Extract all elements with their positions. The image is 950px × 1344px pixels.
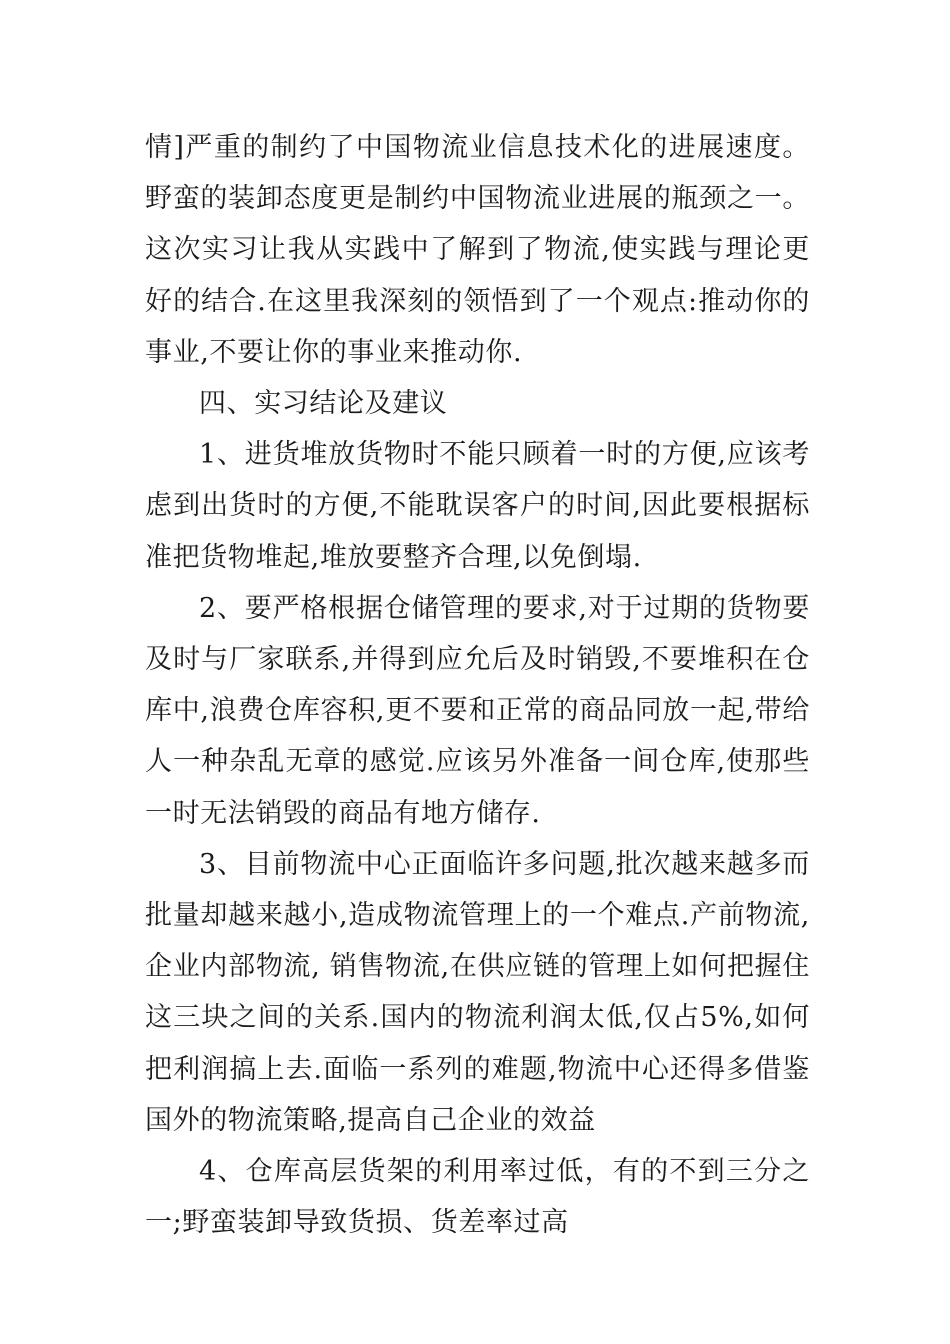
paragraph-item-2: 2、要严格根据仓储管理的要求,对于过期的货物要及时与厂家联系,并得到应允后及时销毁,不要堆积在仓库中,浪费仓库容积,更不要和正常的商品同放一起,带给人一种杂乱无章的感觉.应该另外准备一间仓库,使那些一时无法销毁的商品有地方储存.	[145, 592, 810, 829]
section-heading: 四、实习结论及建议	[199, 388, 448, 420]
paragraph-item-4: 4、仓库高层货架的利用率过低，有的不到三分之一;野蛮装卸导致货损、货差率过高	[145, 1156, 810, 1239]
document-body	[145, 122, 810, 1248]
paragraph-item-3: 3、目前物流中心正面临许多问题,批次越来越多而批量却越来越小,造成物流管理上的一个难点.产前物流,企业内部物流, 销售物流,在供应链的管理上如何把握住这三块之间的关系.国内的物流利润太低,仅占5%,如何把利润搞上去.面临一系列的难题,物流中心还得多借鉴国外的物流策略,提高自己企业的效益	[145, 848, 810, 1136]
paragraph-continuation: 情]严重的制约了中国物流业信息技术化的进展速度。野蛮的装卸态度更是制约中国物流业进展的瓶颈之一。这次实习让我从实践中了解到了物流,使实践与理论更好的结合.在这里我深刻的领悟到了一个观点:推动你的事业,不要让你的事业来推动你.	[145, 132, 810, 368]
paragraph-item-1: 1、进货堆放货物时不能只顾着一时的方便,应该考虑到出货时的方便,不能耽误客户的时间,因此要根据标准把货物堆起,堆放要整齐合理,以免倒塌.	[145, 439, 810, 573]
